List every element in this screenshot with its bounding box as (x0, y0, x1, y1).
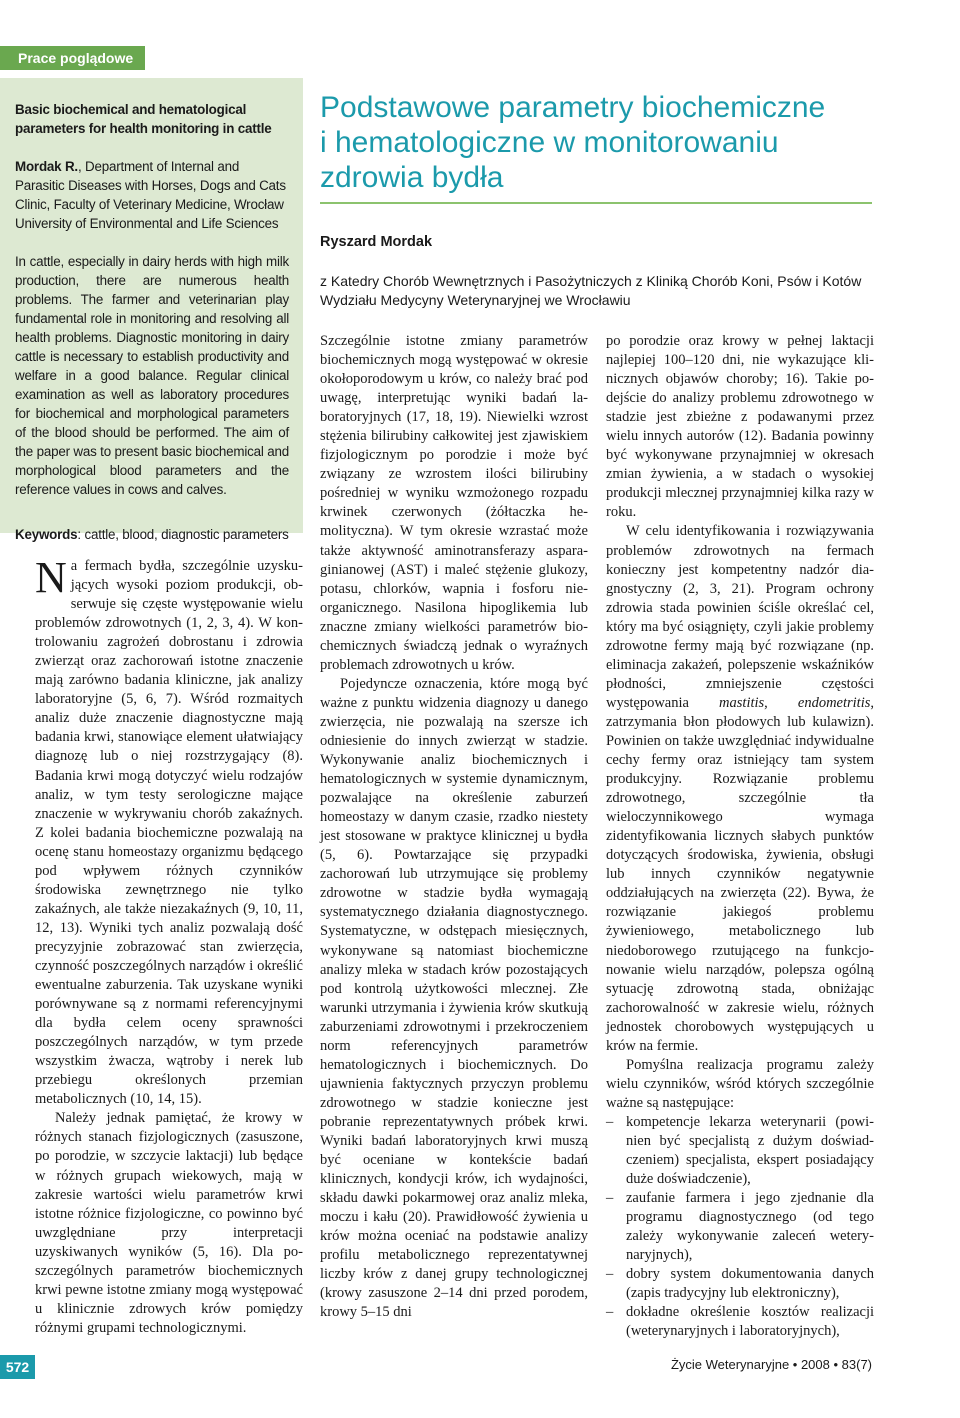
paragraph: Pomyślna realizacja programu zależy wielu czynników, wśród których szczególnie ważne są następujące: (606, 1056, 874, 1111)
paragraph-text: , zatrzymania błon płodowych lub kulawizn). Powinien on także uwzględniać indywidualne cechy fermy oraz istniejący tam system produkcyjny. Rozwiązanie problemu zdrowotnego, szczególnie tła wieloczynnikowego wymaga zidentyfikowania licznych słabych punktów dotyczących środowiska, żywienia, obsługi lub innych czynników negatywnie oddziałujących na zwierzęta (22). Bywa, że rozwiązanie jakiegoś problemu żywieniowego, metabolicznego lub niedoborowego rzutującego na funkcjonowanie wielu narządów, polepsza ogólną sytuację zdrowotną stada, obniżając zachorowalność w zakresie wielu, różnych jednostek chorobowych występujących u krów na fermie. (606, 694, 875, 1054)
article-title (320, 90, 880, 195)
article-title-line: zdrowia bydła (320, 161, 504, 194)
italic-term: endometritis (797, 694, 871, 711)
author-affiliation (320, 272, 880, 310)
affiliation-line: z Katedry Chorób Wewnętrznych i Pasożytniczych z Kliniką Chorób Koni, Psów i Kotów (320, 273, 862, 289)
article-title-line: i hematologiczne w monitorowaniu (320, 126, 779, 159)
abstract-text: In cattle, especially in dairy herds with high milk production, there are numerous health problems. The farmer and veterinarian play fundamental role in monitoring and resolving all health problems. Diagnostic monitoring in dairy cattle is necessary to establish productivity and welfare in a good balance. Regular clinical examination as well as laboratory procedures for biochemical and morphological parameters of the blood should be performed. The aim of the paper was to present basic biochemical and morphological blood parameters and the reference values in cows and calves. (15, 254, 289, 497)
italic-term: mastitis (719, 694, 765, 711)
journal-footer: Życie Weterynaryjne • 2008 • 83(7) (670, 1357, 872, 1372)
paragraph-text: W celu identyfikowania i rozwiązywania problemów zdrowotnych na fermach konieczny jest kompetentny nadzór diagnostyczny (2, 3, 21). Program ochrony zdrowia stada powinien ściśle określać cel, który ma być osiągnięty, czyli jakie problemy zdrowotne fermy mają być rozwiązane (np. eliminacja zakażeń, polepszenie wskaźników płodności, zmniejszenie częstości występowania (606, 523, 874, 711)
affiliation-line: Wydziału Medycyny Weterynaryjnej we Wrocławiu (320, 292, 631, 308)
paragraph (606, 522, 874, 1055)
abstract-title-line: Basic biochemical and hematological (15, 102, 247, 117)
list-item: – kompetencje lekarza weterynarii (powinien być specjalistą z dużym doświadczeniem) specjalista, ekspert posiadający duże doświadczenie), (606, 1113, 874, 1189)
abstract-author (15, 157, 289, 233)
english-abstract (0, 78, 303, 542)
abstract-affiliation: , Department of Internal and Parasitic Diseases with Horses, Dogs and Cats Clinic, Faculty of Veterinary Medicine, Wrocław University of Environmental and Life Sciences (15, 159, 286, 231)
paragraph-text: , (764, 694, 798, 711)
page-number: 572 (0, 1355, 35, 1379)
list-item: – zaufanie farmera i jego zjednanie dla programu diagnostycznego (od tego zależy wykonywanie zaleceń weterynaryjnych), (606, 1189, 874, 1265)
paragraph: Szczególnie istotne zmiany parametrów biochemicznych mogą występować w okresie okołoporodowym u krów, co należy brać pod uwagę, interpretując wyniki badań laboratoryjnych (17, 18, 19). Niewielki wzrost stężenia bilirubiny całkowitej jest zjawiskiem fizjologicznym po porodzie i może być związany ze wzrostem ilości bilirubiny pośredniej w wyniku wzmożonego rozpadu krwinek czerwonych (żółtaczka hemolityczna). W tym okresie wzrastać może także aktywność aminotransferazy asparaginianowej (AST) i maleć stężenie glukozy, potasu, chlorków, wapnia i fosforu nieorganicznego. Nasilona hipoglikemia lub znaczne zmiany wielkości parametrów biochemicznych świadczą jednak o wyraźnych problemach zdrowotnych u krów. (320, 333, 588, 673)
keywords-label: Keywords (15, 527, 78, 542)
section-label: Prace poglądowe (0, 46, 145, 70)
abstract-title-line: parameters for health monitoring in cattle (15, 121, 272, 136)
title-divider (320, 202, 872, 204)
article-title-line: Podstawowe parametry biochemiczne (320, 91, 826, 124)
abstract-author-name: Mordak R. (15, 159, 78, 174)
keywords (15, 525, 289, 544)
paragraph: po porodzie oraz krowy w pełnej laktacji najlepiej 100–120 dni, nie wykazujące klinicznych objawów choroby; 16). Takie podejście do analizy problemu zdrowotnego w stadzie jest zbieżne z podawanymi przez wielu innych autorów (12). Badania powinny być wykonywane przynajmniej w okresach zmian żywienia, a w stadach o wysokiej produkcji mlecznej przynajmniej kilka razy w roku. (606, 333, 874, 521)
author-name: Ryszard Mordak (320, 234, 433, 250)
paragraph-text: a fermach bydła, szczególnie uzyskujących wysoki poziom produkcji, obserwuje się częste występowanie wielu problemów zdrowotnych (1, 2, 3, 4). W kontrolowaniu zagrożeń dobrostanu i zdrowia zwierząt oraz zachorowań istotne znaczenie mają zarówno badania kliniczne, jak analizy laboratoryjne (5, 6, 7). Wśród rozmaitych analiz duże znaczenie diagnostyczne mają badania krwi, stanowiące element ułatwiający diagnozę lub o niej rozstrzygający (8). Badania krwi mogą dotyczyć wielu rodzajów analiz, w tym testy serologiczne mające znaczenie w wykrywaniu chorób zakaźnych. Z kolei badania biochemiczne pozwalają na ocenę stanu homeostazy organizmu będącego pod wpływem różnych czynników środowiska zewnętrznego nie tylko zakaźnych, ale także niezakaźnych (9, 10, 11, 12, 13). Wyniki tych analiz pozwalają dość precyzyjnie zobrazować stan zwierzęcia, czynność poszczególnych narządów i określić ewentualne zaburzenia. Tak uzyskane wyniki porównywane są z normami referencyjnymi dla bydła celem oceny sprawności poszczególnych narządów, w tym przede wszystkim żwacza, wątroby i nerek lub przebiegu określonych przemian metabolicznych (10, 14, 15). (35, 558, 303, 1108)
text-column-2 (320, 332, 588, 1322)
list-item: – dokładne określenie kosztów realizacji (weterynaryjnych i laboratoryjnych), (606, 1303, 874, 1341)
requirements-list (606, 1113, 874, 1342)
keywords-list: : cattle, blood, diagnostic parameters (77, 527, 289, 542)
paragraph: Pojedyncze oznaczenia, które mogą być ważne z punktu widzenia diagnozy u danego zwierzęcia, nie pozwalają na szersze ich odniesienie do innych zwierząt w stadzie. Wykonywanie analiz biochemicznych i hematologicznych w systemie dynamicznym, pozwalające na określenie zaburzeń homeostazy w danym czasie, rzadko niestety jest stosowane w praktyce klinicznej u bydła (5, 6). Powtarzające się przypadki zachorowań lub utrzymujące się problemy zdrowotne w stadzie bydła wymagają systematycznego działania diagnostycznego. Systematyczne, w odstępach miesięcznych, wykonywane są natomiast biochemiczne analizy mleka w stadach krów pozostających pod kontrolą użytkowości mlecznej. Złe warunki utrzymania i żywienia krów skutkują zaburzeniami zdrowotnymi i przekroczeniem norm referencyjnych parametrów hematologicznych i biochemicznych. Do ujawnienia faktycznych przyczyn problemu zdrowotnego w stadzie konieczne jest pobranie reprezentatywnych próbek krwi. Wyniki badań laboratoryjnych krwi muszą być oceniane w kontekście badań klinicznych, kondycji krów, ich wydajności, składu dawki pokarmowej oraz analiz mleka, moczu i kału (20). Prawidłowość żywienia u krów można oceniać na podstawie analizy profilu metabolicznego reprezentatywnej liczby krów z danej grupy technologicznej (krowy zasuszone 2–14 dni przed porodem, krowy 5–15 dni (320, 675, 588, 1321)
drop-cap: N (35, 553, 67, 602)
paragraph (35, 553, 303, 1109)
list-item: – dobry system dokumentowania danych (zapis tradycyjny lub elektroniczny), (606, 1265, 874, 1303)
text-column-3 (606, 332, 874, 1341)
abstract-title (15, 100, 289, 138)
paragraph: Należy jednak pamiętać, że krowy w różnych stanach fizjologicznych (zasuszone, po porodzie, w szczycie laktacji) lub będące w różnych grupach wiekowych, mają w zakresie wartości wielu parametrów krwi istotne różnice fizjologiczne, co powinno być uwzględniane przy interpretacji uzyskiwanych wyników (5, 16). Dla poszczególnych parametrów biochemicznych krwi pewne istotne zmiany mogą występować u klinicznie zdrowych krów pomiędzy różnymi grupami technologicznymi. (35, 1110, 303, 1336)
text-column-1 (35, 553, 303, 1338)
